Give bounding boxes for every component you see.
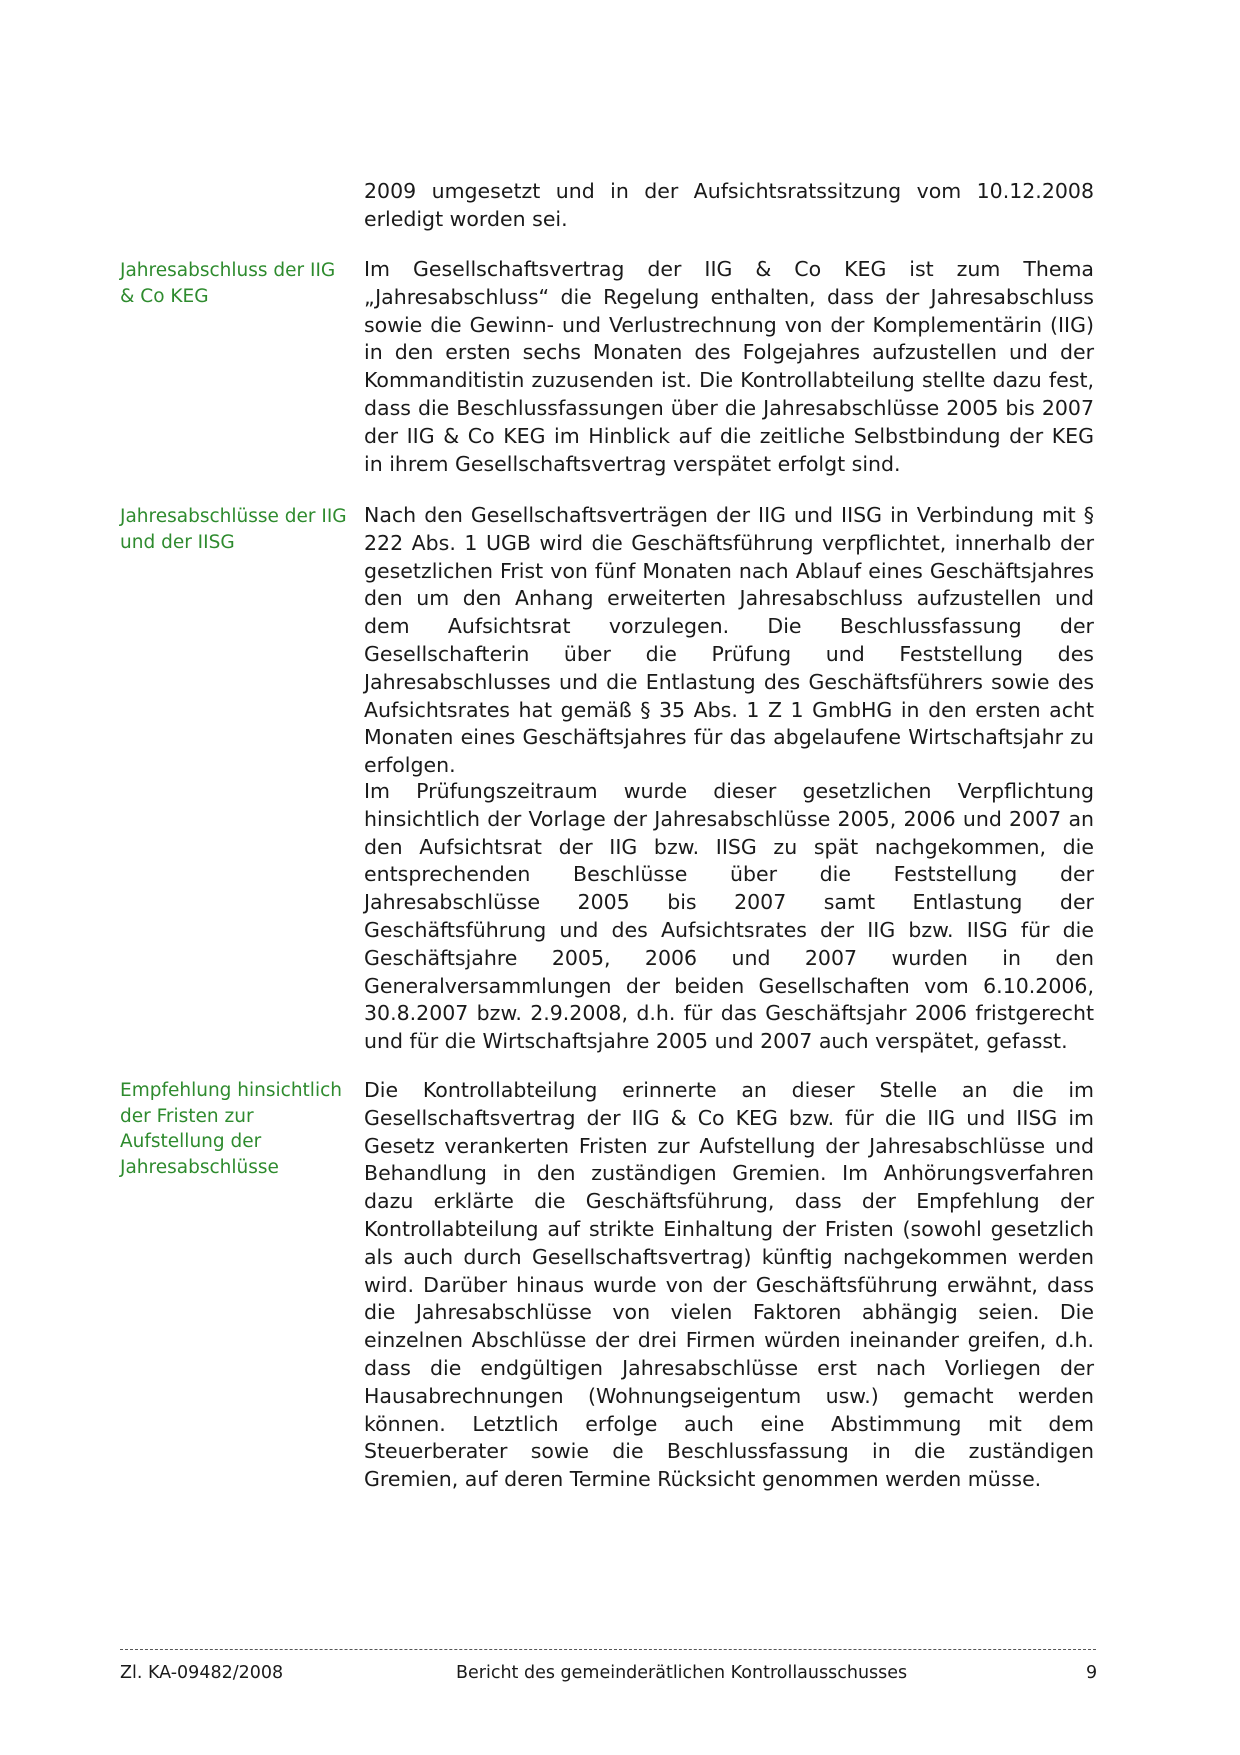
margin-note-empfehlung-fristen: Empfehlung hinsichtlich der Fristen zur Aufstellung der Jahresabschlüsse [120, 1080, 342, 1178]
footer-reference: Zl. KA-09482/2008 [120, 1663, 284, 1683]
paragraph-gesellschaftsvertraege: Nach den Gesellschaftsverträgen der IIG und IISG in Verbindung mit § 222 Abs. 1 UGB wird die Geschäftsführung verpflichtet, innerhalb der gesetzlichen Frist von fünf Monaten nach Ablauf eines Geschäftsjahres den um den Anhang erweiterten Jahresabschluss aufzustellen und dem Aufsichtsrat vorzulegen. Die Beschlussfassung der Gesellschafterin über die Prüfung und Feststellung des Jahresabschlusses und die Entlastung des Geschäftsführers sowie des Aufsichtsrates hat gemäß § 35 Abs. 1 Z 1 GmbHG in den ersten acht Monaten eines Geschäftsjahres für das abgelaufene Wirtschaftsjahr zu erfolgen. [364, 503, 1094, 778]
paragraph-continuation: 2009 umgesetzt und in der Aufsichtsratssitzung vom 10.12.2008 erledigt worden sei. [364, 179, 1094, 231]
footer-divider [120, 1649, 1096, 1650]
margin-note-jahresabschluesse-iig-iisg: Jahresabschlüsse der IIG und der IISG [120, 506, 347, 553]
page-number: 9 [1086, 1663, 1098, 1683]
footer-title: Bericht des gemeinderätlichen Kontrollausschusses [456, 1663, 908, 1683]
paragraph-kontrollabteilung-empfehlung: Die Kontrollabteilung erinnerte an dieser Stelle an die im Gesellschaftsvertrag der IIG & Co KEG bzw. für die IIG und IISG im Gesetz verankerten Fristen zur Aufstellung der Jahresabschlüsse und Behandlung in den zuständigen Gremien. Im Anhörungsverfahren dazu erklärte die Geschäftsführung, dass der Empfehlung der Kontrollabteilung auf strikte Einhaltung der Fristen (sowohl gesetzlich als auch durch Gesellschaftsvertrag) künftig nachgekommen werden wird. Darüber hinaus wurde von der Geschäftsführung erwähnt, dass die Jahresabschlüsse von vielen Faktoren abhängig seien. Die einzelnen Abschlüsse der drei Firmen würden ineinander greifen, d.h. dass die endgültigen Jahresabschlüsse erst nach Vorliegen der Hausabrechnungen (Wohnungseigentum usw.) gemacht werden können. Letztlich erfolge auch eine Abstimmung mit dem Steuerberater sowie die Beschlussfassung in die zuständigen Gremien, auf deren Termine Rücksicht genommen werden müsse. [364, 1078, 1094, 1492]
margin-note-jahresabschluss-keg: Jahresabschluss der IIG & Co KEG [120, 260, 336, 307]
paragraph-keg-vertrag: Im Gesellschaftsvertrag der IIG & Co KEG ist zum Thema „Jahresabschluss“ die Regelung enthalten, dass der Jahresabschluss sowie die Gewinn- und Verlustrechnung von der Komplementärin (IIG) in den ersten sechs Monaten des Folgejahres aufzustellen und der Kommanditistin zuzusenden ist. Die Kontrollabteilung stellte dazu fest, dass die Beschlussfassungen über die Jahresabschlüsse 2005 bis 2007 der IIG & Co KEG im Hinblick auf die zeitliche Selbstbindung der KEG in ihrem Gesellschaftsvertrag verspätet erfolgt sind. [364, 257, 1094, 476]
paragraph-pruefungszeitraum: Im Prüfungszeitraum wurde dieser gesetzlichen Verpflichtung hinsichtlich der Vorlage der Jahresabschlüsse 2005, 2006 und 2007 an den Aufsichtsrat der IIG bzw. IISG zu spät nachgekommen, die entsprechenden Beschlüsse über die Feststellung der Jahresabschlüsse 2005 bis 2007 samt Entlastung der Geschäftsführung und des Aufsichtsrates der IIG bzw. IISG für die Geschäftsjahre 2005, 2006 und 2007 wurden in den Generalversammlungen der beiden Gesellschaften vom 6.10.2006, 30.8.2007 bzw. 2.9.2008, d.h. für das Geschäftsjahr 2006 fristgerecht und für die Wirtschaftsjahre 2005 und 2007 auch verspätet, gefasst. [364, 779, 1094, 1054]
